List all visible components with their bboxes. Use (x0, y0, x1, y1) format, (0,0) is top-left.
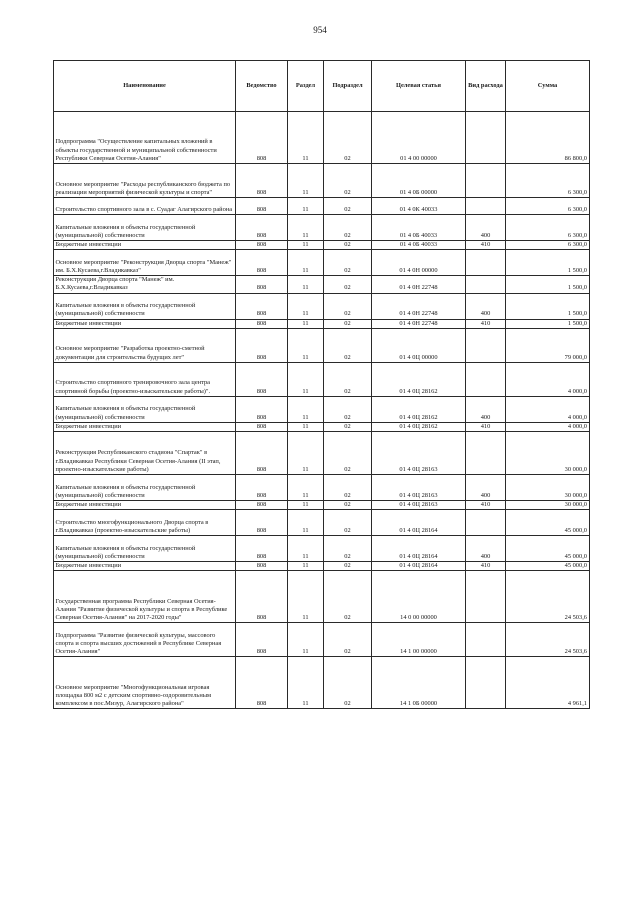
row-target-item: 01 4 0Б 00000 (372, 164, 466, 198)
row-subsection: 02 (324, 396, 372, 422)
row-section: 11 (288, 328, 324, 362)
row-amount: 6 300,0 (506, 215, 590, 241)
row-section: 11 (288, 571, 324, 623)
row-target-item: 14 0 00 00000 (372, 571, 466, 623)
row-expense-type (466, 164, 506, 198)
row-target-item: 01 4 0Ц 28163 (372, 475, 466, 501)
row-target-item: 01 4 0Ц 28163 (372, 501, 466, 510)
row-amount: 24 503,6 (506, 571, 590, 623)
budget-table (53, 60, 590, 709)
row-department: 808 (236, 657, 288, 709)
row-subsection: 02 (324, 536, 372, 562)
row-department: 808 (236, 215, 288, 241)
row-name: Капитальные вложения в объекты государственной (муниципальной) собственности (54, 215, 236, 241)
row-department: 808 (236, 293, 288, 319)
row-subsection: 02 (324, 510, 372, 536)
column-header-amount: Сумма (506, 61, 590, 112)
row-department: 808 (236, 241, 288, 250)
row-section: 11 (288, 250, 324, 276)
row-subsection: 02 (324, 422, 372, 431)
row-expense-type: 400 (466, 475, 506, 501)
row-name: Реконструкция Дворца спорта "Манеж" им. Б.Х.Кусаева,г.Владикавказ (54, 276, 236, 293)
row-name: Основное мероприятие "Многофункциональная игровая площадка 800 м2 с детским спортивно-оздоровительным комплексом в пос.Мизур, Алагирского района" (54, 657, 236, 709)
column-header-target-item: Целевая статья (372, 61, 466, 112)
table-row (54, 362, 590, 396)
row-amount: 45 000,0 (506, 510, 590, 536)
row-expense-type: 410 (466, 562, 506, 571)
row-subsection: 02 (324, 164, 372, 198)
row-expense-type (466, 623, 506, 657)
row-department: 808 (236, 475, 288, 501)
column-header-department: Ведомство (236, 61, 288, 112)
row-expense-type (466, 571, 506, 623)
column-header-section: Раздел (288, 61, 324, 112)
row-section: 11 (288, 164, 324, 198)
row-expense-type (466, 198, 506, 215)
row-target-item: 01 4 0Н 22748 (372, 293, 466, 319)
row-amount: 1 500,0 (506, 293, 590, 319)
row-subsection: 02 (324, 241, 372, 250)
row-department: 808 (236, 396, 288, 422)
column-header-expense-type: Вид расхода (466, 61, 506, 112)
column-header-name: Наименование (54, 61, 236, 112)
table-row (54, 432, 590, 475)
row-subsection: 02 (324, 250, 372, 276)
row-name: Государственная программа Республики Северная Осетия-Алания "Развитие физической культуры и спорта в Республике Северная Осетия-Алания" на 2017-2020 годы" (54, 571, 236, 623)
row-name: Капитальные вложения в объекты государственной (муниципальной) собственности (54, 475, 236, 501)
row-section: 11 (288, 657, 324, 709)
row-expense-type (466, 276, 506, 293)
row-department: 808 (236, 198, 288, 215)
table-row (54, 571, 590, 623)
row-amount: 6 300,0 (506, 198, 590, 215)
table-row (54, 319, 590, 328)
row-department: 808 (236, 510, 288, 536)
row-section: 11 (288, 112, 324, 164)
row-amount: 1 500,0 (506, 250, 590, 276)
row-section: 11 (288, 562, 324, 571)
row-section: 11 (288, 475, 324, 501)
row-target-item: 01 4 00 00000 (372, 112, 466, 164)
row-target-item: 01 4 0Н 22748 (372, 276, 466, 293)
row-subsection: 02 (324, 362, 372, 396)
row-name: Бюджетные инвестиции (54, 422, 236, 431)
row-expense-type (466, 432, 506, 475)
row-target-item: 01 4 0Ц 00000 (372, 328, 466, 362)
row-subsection: 02 (324, 319, 372, 328)
row-target-item: 01 4 0Н 22748 (372, 319, 466, 328)
table-header-row (54, 61, 590, 112)
row-subsection: 02 (324, 215, 372, 241)
row-section: 11 (288, 276, 324, 293)
table-row (54, 536, 590, 562)
row-target-item: 01 4 0Ц 28164 (372, 510, 466, 536)
row-amount: 6 300,0 (506, 241, 590, 250)
row-expense-type: 410 (466, 422, 506, 431)
row-subsection: 02 (324, 328, 372, 362)
row-amount: 79 000,0 (506, 328, 590, 362)
row-target-item: 14 1 0Б 00000 (372, 657, 466, 709)
row-section: 11 (288, 362, 324, 396)
row-subsection: 02 (324, 112, 372, 164)
row-section: 11 (288, 422, 324, 431)
row-name: Строительство спортивного зала в с. Суадаг Алагирского района (54, 198, 236, 215)
row-department: 808 (236, 276, 288, 293)
row-expense-type: 400 (466, 396, 506, 422)
table-row (54, 293, 590, 319)
row-amount: 6 300,0 (506, 164, 590, 198)
row-subsection: 02 (324, 432, 372, 475)
row-name: Подпрограмма "Осуществление капитальных вложений в объекты государственной и муниципальной собственности Республики Северная Осетия-Алания" (54, 112, 236, 164)
table-row (54, 112, 590, 164)
row-target-item: 01 4 0Ц 28162 (372, 422, 466, 431)
row-subsection: 02 (324, 562, 372, 571)
row-department: 808 (236, 623, 288, 657)
row-name: Бюджетные инвестиции (54, 501, 236, 510)
row-amount: 24 503,6 (506, 623, 590, 657)
row-name: Основное мероприятие "Разработка проектно-сметной документации для строительства будущих лет" (54, 328, 236, 362)
row-expense-type: 410 (466, 319, 506, 328)
row-subsection: 02 (324, 293, 372, 319)
row-name: Бюджетные инвестиции (54, 319, 236, 328)
row-name: Капитальные вложения в объекты государственной (муниципальной) собственности (54, 396, 236, 422)
row-expense-type (466, 112, 506, 164)
row-name: Реконструкция Республиканского стадиона "Спартак" в г.Владикавказ Республики Северная Осетия-Алания (II этап, проектно-изыскательские работы) (54, 432, 236, 475)
row-department: 808 (236, 562, 288, 571)
row-section: 11 (288, 293, 324, 319)
row-section: 11 (288, 501, 324, 510)
row-section: 11 (288, 623, 324, 657)
table-row (54, 475, 590, 501)
row-department: 808 (236, 362, 288, 396)
row-subsection: 02 (324, 623, 372, 657)
table-row (54, 562, 590, 571)
row-name: Бюджетные инвестиции (54, 241, 236, 250)
row-section: 11 (288, 215, 324, 241)
table-row (54, 164, 590, 198)
row-name: Капитальные вложения в объекты государственной (муниципальной) собственности (54, 536, 236, 562)
row-expense-type (466, 362, 506, 396)
row-name: Основное мероприятие "Расходы республиканского бюджета по реализации мероприятий физической культуры и спорта" (54, 164, 236, 198)
row-target-item: 14 1 00 00000 (372, 623, 466, 657)
row-subsection: 02 (324, 475, 372, 501)
row-department: 808 (236, 164, 288, 198)
row-expense-type: 410 (466, 501, 506, 510)
row-expense-type (466, 250, 506, 276)
row-department: 808 (236, 250, 288, 276)
row-name: Строительство спортивного тренировочного зала центра спортивной борьбы (проектно-изыскательские работы)". (54, 362, 236, 396)
row-amount: 1 500,0 (506, 319, 590, 328)
row-target-item: 01 4 0Ц 28162 (372, 396, 466, 422)
row-section: 11 (288, 198, 324, 215)
row-expense-type: 400 (466, 215, 506, 241)
row-target-item: 01 4 0Б 40033 (372, 241, 466, 250)
row-subsection: 02 (324, 501, 372, 510)
row-amount: 45 000,0 (506, 562, 590, 571)
table-row (54, 198, 590, 215)
table-row (54, 215, 590, 241)
row-expense-type: 410 (466, 241, 506, 250)
row-expense-type (466, 657, 506, 709)
table-row (54, 657, 590, 709)
row-section: 11 (288, 432, 324, 475)
row-amount: 4 000,0 (506, 396, 590, 422)
row-amount: 4 000,0 (506, 422, 590, 431)
table-row (54, 276, 590, 293)
row-section: 11 (288, 319, 324, 328)
row-expense-type: 400 (466, 536, 506, 562)
row-expense-type (466, 328, 506, 362)
row-department: 808 (236, 571, 288, 623)
row-expense-type: 400 (466, 293, 506, 319)
table-row (54, 623, 590, 657)
row-department: 808 (236, 422, 288, 431)
row-amount: 4 000,0 (506, 362, 590, 396)
column-header-subsection: Подраздел (324, 61, 372, 112)
table-row (54, 396, 590, 422)
row-section: 11 (288, 536, 324, 562)
row-target-item: 01 4 0Б 40033 (372, 215, 466, 241)
row-department: 808 (236, 536, 288, 562)
row-name: Капитальные вложения в объекты государственной (муниципальной) собственности (54, 293, 236, 319)
row-department: 808 (236, 432, 288, 475)
row-amount: 30 000,0 (506, 432, 590, 475)
row-target-item: 01 4 0Н 00000 (372, 250, 466, 276)
row-amount: 30 000,0 (506, 501, 590, 510)
table-row (54, 501, 590, 510)
row-subsection: 02 (324, 657, 372, 709)
row-target-item: 01 4 0Ц 28164 (372, 536, 466, 562)
table-row (54, 241, 590, 250)
row-target-item: 01 4 0Ц 28162 (372, 362, 466, 396)
row-target-item: 01 4 0Ц 28163 (372, 432, 466, 475)
row-amount: 45 000,0 (506, 536, 590, 562)
row-department: 808 (236, 319, 288, 328)
row-amount: 30 000,0 (506, 475, 590, 501)
row-subsection: 02 (324, 198, 372, 215)
row-target-item: 01 4 0Ц 28164 (372, 562, 466, 571)
row-department: 808 (236, 501, 288, 510)
row-department: 808 (236, 328, 288, 362)
table-row (54, 510, 590, 536)
row-section: 11 (288, 510, 324, 536)
row-name: Подпрограмма "Развитие физической культуры, массового спорта и спорта высших достижений в Республике Северная Осетия-Алания" (54, 623, 236, 657)
table-row (54, 422, 590, 431)
row-department: 808 (236, 112, 288, 164)
page-number: 954 (313, 25, 327, 35)
row-expense-type (466, 510, 506, 536)
row-name: Основное мероприятие "Реконструкция Дворца спорта "Манеж" им. Б.Х.Кусаева,г.Владикавказ" (54, 250, 236, 276)
row-section: 11 (288, 396, 324, 422)
row-subsection: 02 (324, 571, 372, 623)
row-section: 11 (288, 241, 324, 250)
row-subsection: 02 (324, 276, 372, 293)
row-amount: 1 500,0 (506, 276, 590, 293)
row-amount: 86 800,0 (506, 112, 590, 164)
row-amount: 4 961,1 (506, 657, 590, 709)
table-row (54, 250, 590, 276)
row-name: Бюджетные инвестиции (54, 562, 236, 571)
row-name: Строительство многофункционального Дворца спорта в г.Владикавказ (проектно-изыскательские работы) (54, 510, 236, 536)
row-target-item: 01 4 0К 40033 (372, 198, 466, 215)
table-row (54, 328, 590, 362)
